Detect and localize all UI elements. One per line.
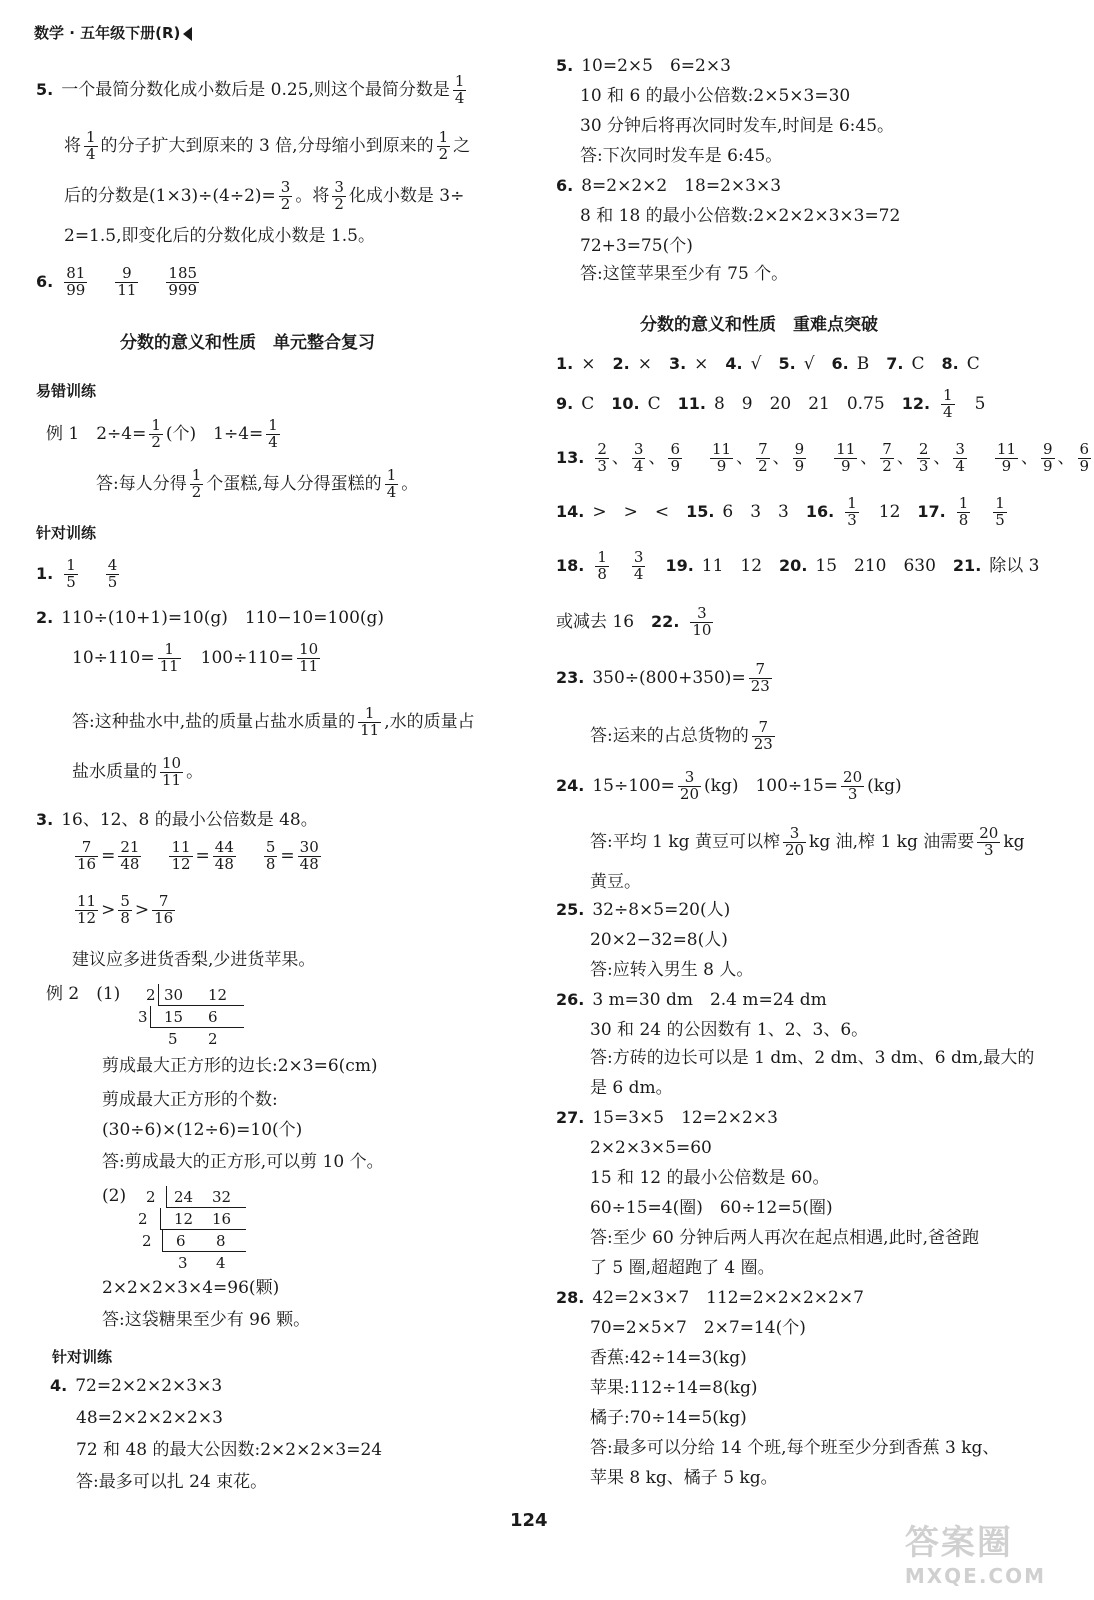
right-q6-line1: 6. 8=2×2×2 18=2×3×3 xyxy=(556,176,782,196)
right-q6-line3: 72+3=75(个) xyxy=(580,236,693,256)
right-q28-line5: 橘子:70÷14=5(kg) xyxy=(590,1408,747,1428)
example1-line1: 例 1 2÷4= $\frac{1}{2}$ (个) 1÷4= $\frac{1}{4}$ xyxy=(46,416,278,451)
fraction: $\frac{1}{4}$ xyxy=(268,416,278,451)
fraction: $\frac{1}{4}$ xyxy=(386,466,397,501)
right-q27-line4: 60÷15=4(圈) 60÷12=5(圈) xyxy=(590,1198,833,1218)
left-q2-line3: 答:这种盐水中,盐的质量占盐水质量的 $\frac{1}{11}$ ,水的质量占 xyxy=(72,704,475,739)
right-q27-line1: 27. 15=3×5 12=2×2×3 xyxy=(556,1108,778,1128)
left-q3-line2: $\frac{7}{16}$ = $\frac{21}{48}$ $\frac{11}{12}$ = $\frac{44}{48}$ $\frac{5}{8}$ = $\frac{30}{48}$ xyxy=(77,838,319,873)
fraction: $\frac{3}{2}$ xyxy=(280,178,291,213)
right-q24-line2: 答:平均 1 kg 黄豆可以榨 $\frac{3}{20}$ kg 油,榨 1 kg 油需要 $\frac{20}{3}$ kg xyxy=(590,824,1025,859)
left-q4-line4: 答:最多可以扎 24 束花。 xyxy=(76,1472,268,1492)
left-q2-line1: 2. 110÷(10+1)=10(g) 110−10=100(g) xyxy=(36,608,385,628)
fraction: $\frac{1}{11}$ xyxy=(159,640,179,675)
subhead-targeted-1: 针对训练 xyxy=(36,524,97,542)
example2-line3: (30÷6)×(12÷6)=10(个) xyxy=(102,1120,303,1140)
subhead-error-prone: 易错训练 xyxy=(36,382,97,400)
right-q28-line4: 苹果:112÷14=8(kg) xyxy=(590,1378,758,1398)
fraction: $\frac{1}{4}$ xyxy=(454,72,465,107)
right-q26-line1: 26. 3 m=30 dm 2.4 m=24 dm xyxy=(556,990,827,1010)
right-q24-line1: 24. 15÷100= $\frac{3}{20}$ (kg) 100÷15= $\frac{20}{3}$ (kg) xyxy=(556,768,902,803)
right-q25-line3: 答:应转入男生 8 人。 xyxy=(590,960,754,980)
right-q27-line3: 15 和 12 的最小公倍数是 60。 xyxy=(590,1168,830,1188)
left-q3-line3: $\frac{11}{12}$ > $\frac{5}{8}$ > $\frac{7}{16}$ xyxy=(77,892,174,927)
watermark-logo: 答案圈 MXQE.COM xyxy=(904,1523,1046,1588)
section-title-key-points: 分数的意义和性质 重难点突破 xyxy=(640,315,878,335)
fraction: $\frac{1}{5}$ xyxy=(66,556,76,591)
example2-line1: 剪成最大正方形的边长:2×3=6(cm) xyxy=(102,1056,378,1076)
fraction: $\frac{1}{4}$ xyxy=(86,128,96,163)
example2-line5: 2×2×2×3×4=96(颗) xyxy=(102,1278,280,1298)
example1-answer: 答:每人分得 $\frac{1}{2}$ 个蛋糕,每人分得蛋糕的 $\frac{1}{4}$ 。 xyxy=(96,466,419,501)
left-q5-line4: 2=1.5,即变化后的分数化成小数是 1.5。 xyxy=(64,226,375,246)
right-q27-line5: 答:至少 60 分钟后两人再次在起点相遇,此时,爸爸跑 xyxy=(590,1228,979,1248)
fraction: $\frac{1}{11}$ xyxy=(360,704,380,739)
short-division-ladder-2: 2 24 32 2 12 16 2 6 8 3 4 xyxy=(146,1186,266,1276)
short-division-ladder-1: 2 30 12 3 15 6 5 2 xyxy=(146,984,266,1054)
left-q5-line1: 5. 一个最简分数化成小数后是 0.25,则这个最简分数是 $\frac{1}{4}$ xyxy=(36,72,465,107)
fraction: $\frac{81}{99}$ xyxy=(66,264,86,299)
fraction: $\frac{1}{2}$ xyxy=(438,128,449,163)
right-q28-line7: 苹果 8 kg、橘子 5 kg。 xyxy=(590,1468,778,1488)
right-q5-line3: 30 分钟后将再次同时发车,时间是 6:45。 xyxy=(580,116,895,136)
left-q4-line1: 4. 72=2×2×2×3×3 xyxy=(50,1376,223,1396)
fraction: $\frac{185}{999}$ xyxy=(168,264,198,299)
fraction: $\frac{9}{11}$ xyxy=(117,264,137,299)
fraction: $\frac{3}{2}$ xyxy=(334,178,344,213)
answers-row-5: 18. $\frac{1}{8}$ $\frac{3}{4}$ 19. 11 12 20. 15 210 630 21. 除以 3 xyxy=(556,548,1040,583)
example2-line6: 答:这袋糖果至少有 96 颗。 xyxy=(102,1310,311,1330)
right-q26-line3: 答:方砖的边长可以是 1 dm、2 dm、3 dm、6 dm,最大的 xyxy=(590,1048,1035,1068)
right-q24-line3: 黄豆。 xyxy=(590,872,641,892)
section-title-unit-review: 分数的意义和性质 单元整合复习 xyxy=(120,333,375,353)
example2-line4: 答:剪成最大的正方形,可以剪 10 个。 xyxy=(102,1152,384,1172)
right-q27-line2: 2×2×3×5=60 xyxy=(590,1138,712,1158)
answers-row-2: 9. C 10. C 11. 8 9 20 21 0.75 12. $\frac{1}{4}$ 5 xyxy=(556,386,986,421)
answers-row-6: 或减去 16 22. $\frac{3}{10}$ xyxy=(556,604,712,639)
page-number: 124 xyxy=(510,1510,548,1531)
right-q25-line2: 20×2−32=8(人) xyxy=(590,930,728,950)
left-q1: 1. $\frac{1}{5}$ $\frac{4}{5}$ xyxy=(36,556,118,591)
left-q5-line3: 后的分数是(1×3)÷(4÷2)= $\frac{3}{2}$ 。将 $\frac{3}{2}$ 化成小数是 3÷ xyxy=(64,178,465,213)
right-q27-line6: 了 5 圈,超超跑了 4 圈。 xyxy=(590,1258,775,1278)
right-q5-line2: 10 和 6 的最小公倍数:2×5×3=30 xyxy=(580,86,851,106)
left-q5-line2: 将 $\frac{1}{4}$ 的分子扩大到原来的 3 倍,分母缩小到原来的 $\frac{1}{2}$ 之 xyxy=(64,128,471,163)
right-q5-line4: 答:下次同时发车是 6:45。 xyxy=(580,146,783,166)
left-q6: 6. $\frac{81}{99}$ $\frac{9}{11}$ $\frac{185}{999}$ xyxy=(36,264,198,299)
triangle-marker-icon xyxy=(183,27,192,41)
right-q6-line2: 8 和 18 的最小公倍数:2×2×2×3×3=72 xyxy=(580,206,901,226)
right-q23-line1: 23. 350÷(800+350)= $\frac{7}{23}$ xyxy=(556,660,770,695)
fraction: $\frac{4}{5}$ xyxy=(107,556,118,591)
right-q5-line1: 5. 10=2×5 6=2×3 xyxy=(556,56,731,76)
answers-row-4: 14. > > < 15. 6 3 3 16. $\frac{1}{3}$ 12 17. $\frac{1}{8}$ $\frac{1}{5}$ xyxy=(556,494,1005,529)
fraction: $\frac{1}{2}$ xyxy=(151,416,161,451)
fraction: $\frac{10}{11}$ xyxy=(162,754,182,789)
left-q4-line2: 48=2×2×2×2×3 xyxy=(76,1408,223,1428)
right-q26-line4: 是 6 dm。 xyxy=(590,1078,673,1098)
example2-label: 例 2 (1) xyxy=(46,984,121,1004)
left-q4-line3: 72 和 48 的最大公因数:2×2×2×3=24 xyxy=(76,1440,383,1460)
right-q28-line2: 70=2×5×7 2×7=14(个) xyxy=(590,1318,806,1338)
left-q3-line4: 建议应多进货香梨,少进货苹果。 xyxy=(72,950,316,970)
header-title: 数学 · 五年级下册(R) xyxy=(34,24,181,42)
fraction: $\frac{10}{11}$ xyxy=(299,640,319,675)
right-q23-line2: 答:运来的占总货物的 $\frac{7}{23}$ xyxy=(590,718,773,753)
example2-part2-label: (2) xyxy=(102,1186,127,1206)
answers-row-1: 1. × 2. × 3. × 4. √ 5. √ 6. B 7. C 8. C xyxy=(556,354,980,374)
right-q26-line2: 30 和 24 的公因数有 1、2、3、6。 xyxy=(590,1020,869,1040)
answers-row-3: 13. $\frac{2}{3}$ 、 $\frac{3}{4}$ 、 $\frac{6}{9}$ $\frac{11}{9}$ 、 $\frac{7}{2}$ 、 $\frac{9}{9}$ $\frac{11}{9}$ 、 $\frac{7}{2}$ 、 $\frac{2}{3}$ 、 $\frac{3}{4}$ $\frac{11}{9}$ 、 $\frac{9}{9}$ 、 $\frac{6}{9}$ xyxy=(556,440,1090,475)
right-q28-line6: 答:最多可以分给 14 个班,每个班至少分到香蕉 3 kg、 xyxy=(590,1438,1000,1458)
running-header xyxy=(34,22,192,43)
left-q2-line2: 10÷110= $\frac{1}{11}$ 100÷110= $\frac{10}{11}$ xyxy=(72,640,319,675)
left-q3-line1: 3. 16、12、8 的最小公倍数是 48。 xyxy=(36,810,318,830)
right-q6-line4: 答:这筐苹果至少有 75 个。 xyxy=(580,264,789,284)
right-q28-line1: 28. 42=2×3×7 112=2×2×2×2×7 xyxy=(556,1288,864,1308)
right-q25-line1: 25. 32÷8×5=20(人) xyxy=(556,900,731,920)
right-q28-line3: 香蕉:42÷14=3(kg) xyxy=(590,1348,747,1368)
subhead-targeted-2: 针对训练 xyxy=(52,1348,113,1366)
example2-line2: 剪成最大正方形的个数: xyxy=(102,1090,278,1110)
fraction: $\frac{1}{2}$ xyxy=(191,466,202,501)
left-q2-line4: 盐水质量的 $\frac{10}{11}$ 。 xyxy=(72,754,204,789)
